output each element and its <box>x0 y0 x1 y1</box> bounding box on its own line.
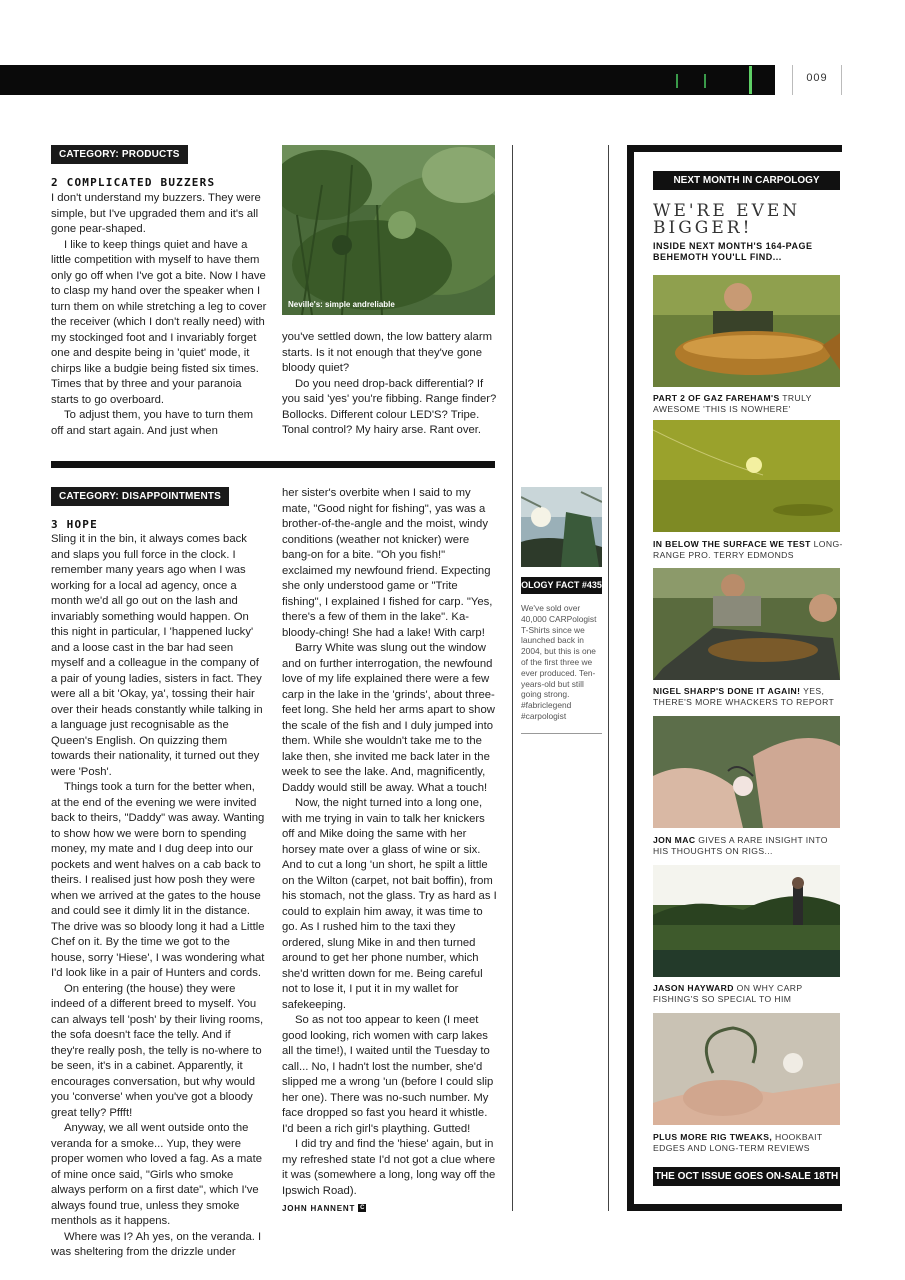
preview-caption <box>653 393 843 415</box>
preview-image-rig-tweak <box>653 1013 840 1125</box>
paragraph: her sister's overbite when I said to my mate, "Good night for fishing", yas was a brother-of-the-angle and the moist, windy conditions (weather not knicker) were bang-on for a bite. "Oh you fish!" exclaimed my newfound friend. Expecting she only understood game or "Trite fishing", I explained I fished for carp. "Yes, there's a few of them in the lake". Ka-bloody-ching! She had a lake! With carp! <box>282 487 493 639</box>
caption-text: TRULY AWESOME 'THIS IS NOWHERE' <box>653 393 812 414</box>
sidebar-footer: THE OCT ISSUE GOES ON-SALE 18TH SEP <box>653 1167 840 1186</box>
header-accent <box>676 74 678 88</box>
caption-bold: PLUS MORE RIG TWEAKS, <box>653 1132 773 1142</box>
article-heading-buzzers: 2 COMPLICATED BUZZERS <box>51 176 216 189</box>
preview-caption <box>653 983 843 1005</box>
caption-text: LONG-RANGE PRO. TERRY EDMONDS <box>653 539 843 560</box>
caption-text: ON WHY CARP FISHING'S SO SPECIAL TO HIM <box>653 983 803 1004</box>
caption-bold: IN BELOW THE SURFACE WE TEST <box>653 539 811 549</box>
paragraph: So as not too appear to keen (I meet good looking, rich women with carp lakes all the time!), I waited until the Tuesday to call... No, I hadn't lost the number, she'd slipped me a wrong 'un (before I could slip her one). There was no-such number. My face dropped so fast you heard it whistle. I'd been a rich girl's plaything. Gutted! <box>282 1014 494 1135</box>
sidebar-headline: WE'RE EVEN BIGGER! <box>653 201 801 238</box>
article1-column-1 <box>51 191 267 439</box>
column-rule <box>608 145 609 1211</box>
paragraph: I did try and find the 'hiese' again, but in my refreshed state I'd not got a clue where it was (somewhere a long, long way off the Ipswich Road). <box>282 1138 496 1197</box>
category-label-disappointments: CATEGORY: DISAPPOINTMENTS <box>51 487 229 506</box>
preview-caption <box>653 686 843 708</box>
paragraph: Do you need drop-back differential? If you said 'yes' you're fibbing. Range finder? Bollocks. Different colour LED'S? Tripe. Tonal control? My hairy arse. Rant over. <box>282 377 497 436</box>
article-heading-hope: 3 HOPE <box>51 518 98 531</box>
byline <box>282 1201 497 1217</box>
paragraph: I don't understand my buzzers. They were simple, but I've upgraded them and it's all gone pear-shaped. <box>51 192 261 235</box>
caption-bold: JON MAC <box>653 835 696 845</box>
paragraph: Barry White was slung out the window and on further interrogation, the newfound love of my life explained there were a few carp in the lake in the 'grinds', about three-feet long. She held her arms apart to show the scale of the fish and I duly jumped into them. While she wouldn't take me to the lake then, she invited me back later in the week to see the lake. And, magnificently, Daddy would still be away. What a touch! <box>282 642 495 794</box>
preview-image-carp <box>653 275 840 387</box>
preview-caption <box>653 539 843 561</box>
caption-text: YES, THERE'S MORE WHACKERS TO REPORT <box>653 686 835 707</box>
column-rule <box>512 145 513 1211</box>
caption-bold: PART 2 OF GAZ FAREHAM'S <box>653 393 780 403</box>
preview-caption <box>653 835 843 857</box>
paragraph: To adjust them, you have to turn them off and start again. And just when <box>51 409 254 437</box>
paragraph: Things took a turn for the better when, at the end of the evening we were invited back to theirs, "Daddy" was away. Wanting to show how we were born to spending money, my mate and I dug deep into our pockets and went halves on a cab back to theirs. I realised just how posh they were when we arrived at the gates to the house and could see it dimly lit in the distance. The drive was so bloody long it had a Little Chef on it. By the time we got to the house, sorry 'Hiese', I was wondering what I'd look like in a pair of Hunters and cords. <box>51 781 265 979</box>
ology-divider <box>521 733 602 734</box>
tshirt-photo <box>521 487 602 567</box>
preview-image-rig-hands <box>653 716 840 828</box>
preview-image-lake <box>653 865 840 977</box>
paragraph: Now, the night turned into a long one, with me trying in vain to talk her knickers off and Mike doing the same with her horsey mate over a glass of wine or six. And to cut a long 'un short, he spilt a little on the Wilton (carpet, not bait boffin), from his stomach, not the glass. Try as hard as I could to explain him away, it was time to go. As I rushed him to the taxi they ordered, slung Mike in and then turned around to get her phone number, which she'd written down for me. Being careful not to lose it, I put it in my wallet for safekeeping. <box>282 797 497 1011</box>
sidebar-title: NEXT MONTH IN CARPOLOGY <box>653 171 840 190</box>
article2-column-1 <box>51 532 267 1261</box>
page-number-box <box>792 65 842 95</box>
preview-image-underwater <box>653 420 840 532</box>
category-label-products: CATEGORY: PRODUCTS <box>51 145 188 164</box>
header-accent <box>749 66 752 94</box>
byline-author: JOHN HANNENT <box>282 1204 356 1213</box>
buzzer-photo <box>282 145 495 315</box>
paragraph: Sling it in the bin, it always comes back and slaps you full force in the clock. I remember many years ago when I was working for a local ad agency, once a month we'd all go out on the lash and invariably something would happen. On this night in particular, I 'happened lucky' and a loose cast in the bar had seen myself and a colleague in the company of a pair of young ladies, sisters in fact. They were all a bit 'Okay, ya', tossing their hair over their heads constantly while talking in a language just recognisable as the Queen's English. On quizzing them towards their nationality, it turned out they were 'Posh'. <box>51 533 263 778</box>
preview-image-mat <box>653 568 840 680</box>
section-divider <box>51 461 495 468</box>
paragraph: On entering (the house) they were indeed of a different breed to myself. You can always tell 'posh' by their living rooms, the sofa doesn't face the telly. And if they're really posh, the telly is no-where to be seen, it's in a cabinet. Apparently, it encourages conversation, but why would you 'converse' when you've got a bloody great telly? Pffft! <box>51 982 264 1119</box>
paragraph: Anyway, we all went outside onto the veranda for a smoke... Yup, they were proper women who loved a fag. As a mate of mine once said, "Girls who smoke always perform on a first date", which I've always found true, unless they smoke menthols as it happens. <box>51 1122 262 1227</box>
article2-column-2 <box>282 486 497 1217</box>
sidebar-subhead: INSIDE NEXT MONTH'S 164-PAGE BEHEMOTH YOU'LL FIND... <box>653 241 813 262</box>
article1-column-2 <box>282 330 497 439</box>
paragraph: Where was I? Ah yes, on the veranda. I was sheltering from the drizzle under <box>51 1230 262 1258</box>
page-number: 009 <box>806 72 828 84</box>
ology-fact-text: We've sold over 40,000 CARPologist T-Shirts since we launched back in 2004, but this is one of the first three we ever produced. Ten-years-old but still going strong. #fabriclegend #carpologist <box>521 603 597 721</box>
ology-fact-title: OLOGY FACT #435 <box>521 577 602 594</box>
caption-bold: JASON HAYWARD <box>653 983 734 993</box>
photo-caption: Neville's: simple andreliable <box>288 300 395 309</box>
caption-text: HOOKBAIT EDGES AND LONG-TERM REVIEWS <box>653 1132 823 1153</box>
header-accent <box>704 74 706 88</box>
preview-caption <box>653 1132 843 1154</box>
paragraph: I like to keep things quiet and have a little competition with myself to have them only go off when I've got a bite. Now I have to clasp my hand over the speaker when I turn them on while stretching a leg to cover the receiver (which I don't really need) with my stockinged foot and I invariably forget one and despite being in 'quiet' mode, it chirps like a budgie being fisted six times. Times that by three and your paranoia starts to go overboard. <box>51 238 267 406</box>
header-bar <box>0 65 775 95</box>
end-mark-icon: C <box>360 1205 365 1212</box>
paragraph: you've settled down, the low battery alarm starts. Is it not enough that they've gone bloody quiet? <box>282 331 493 374</box>
caption-bold: NIGEL SHARP'S DONE IT AGAIN! <box>653 686 801 696</box>
caption-text: GIVES A RARE INSIGHT INTO HIS THOUGHTS ON RIGS... <box>653 835 828 856</box>
